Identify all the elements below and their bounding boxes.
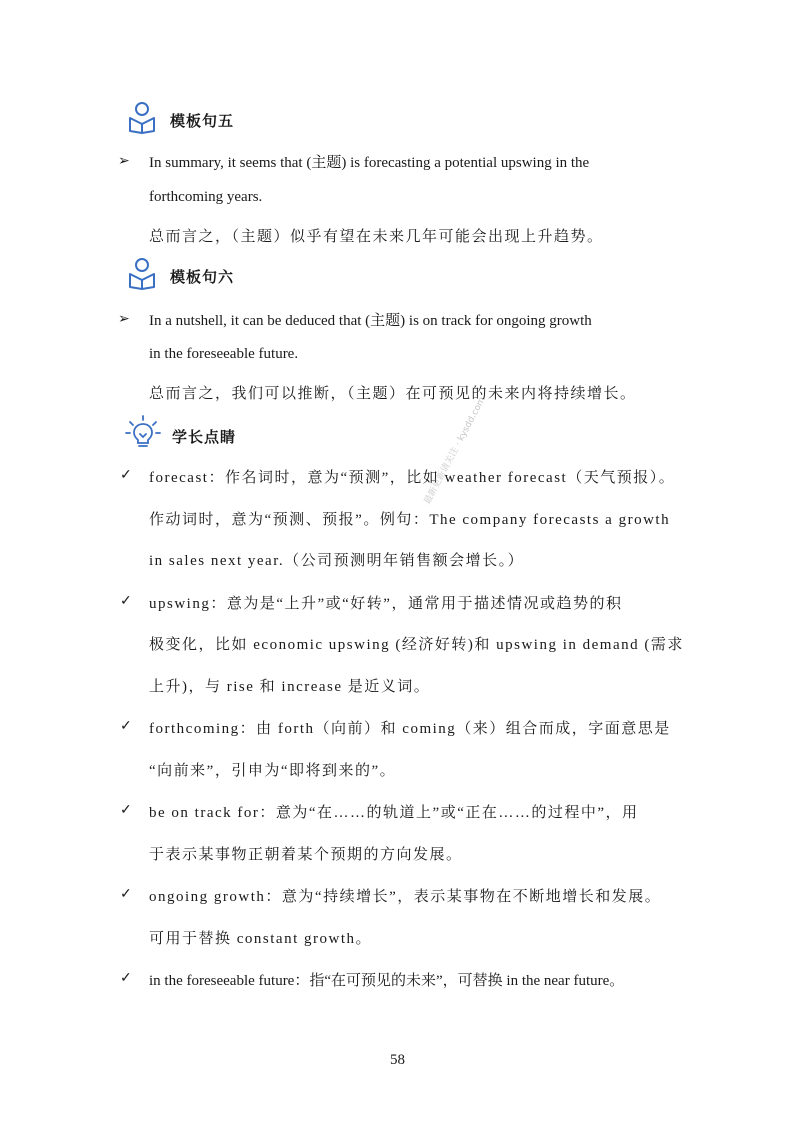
- template-sentence-line: In summary, it seems that (主题) is forecasting a potential upswing in the: [149, 155, 590, 171]
- tip-line: 于表示某事物正朝着某个预期的方向发展。: [149, 847, 463, 863]
- check-icon: ✓: [120, 594, 132, 609]
- check-icon: ✓: [120, 887, 132, 902]
- template-sentence-line: in the foreseeable future.: [149, 346, 299, 362]
- lightbulb-icon: [124, 414, 162, 452]
- tip-line: forecast：作名词时，意为“预测”，比如 weather forecast（天气预报）。: [149, 470, 676, 486]
- tip-line: upswing：意为是“上升”或“好转”，通常用于描述情况或趋势的积: [149, 596, 623, 612]
- tip-line: 作动词时，意为“预测、预报”。例句：The company forecasts a growth: [149, 512, 671, 528]
- tip-line: 可用于替换 constant growth。: [149, 931, 372, 947]
- watermark: 最新更新请关注 · kysdd.com: [422, 395, 488, 507]
- section-heading: 模板句五: [170, 114, 235, 130]
- reading-person-icon: [126, 256, 158, 290]
- tips-heading: 学长点睛: [172, 430, 237, 446]
- tip-line: 极变化，比如 economic upswing (经济好转)和 upswing in demand (需求: [149, 637, 684, 653]
- tip-line: in sales next year.（公司预测明年销售额会增长。）: [149, 553, 525, 569]
- template-translation: 总而言之，我们可以推断，（主题）在可预见的未来内将持续增长。: [149, 386, 637, 402]
- check-icon: ✓: [120, 468, 132, 483]
- check-icon: ✓: [120, 719, 132, 734]
- template-sentence-line: forthcoming years.: [149, 189, 263, 205]
- tip-line: forthcoming：由 forth（向前）和 coming（来）组合而成，字面意思是: [149, 721, 671, 737]
- arrow-bullet-icon: ➢: [118, 312, 130, 327]
- template-translation: 总而言之，（主题）似乎有望在未来几年可能会出现上升趋势。: [149, 229, 604, 245]
- tip-line: “向前来”，引申为“即将到来的”。: [149, 763, 397, 779]
- arrow-bullet-icon: ➢: [118, 154, 130, 169]
- tip-line: 上升)，与 rise 和 increase 是近义词。: [149, 679, 431, 695]
- tip-line: ongoing growth：意为“持续增长”，表示某事物在不断地增长和发展。: [149, 889, 662, 905]
- reading-person-icon: [126, 100, 158, 134]
- tip-line: be on track for：意为“在……的轨道上”或“正在……的过程中”，用: [149, 805, 639, 821]
- tip-line: in the foreseeable future：指“在可预见的未来”，可替换 in the near future。: [149, 973, 625, 989]
- page-number: 58: [390, 1052, 405, 1068]
- check-icon: ✓: [120, 803, 132, 818]
- check-icon: ✓: [120, 971, 132, 986]
- template-sentence-line: In a nutshell, it can be deduced that (主题) is on track for ongoing growth: [149, 313, 592, 329]
- section-heading: 模板句六: [170, 270, 235, 286]
